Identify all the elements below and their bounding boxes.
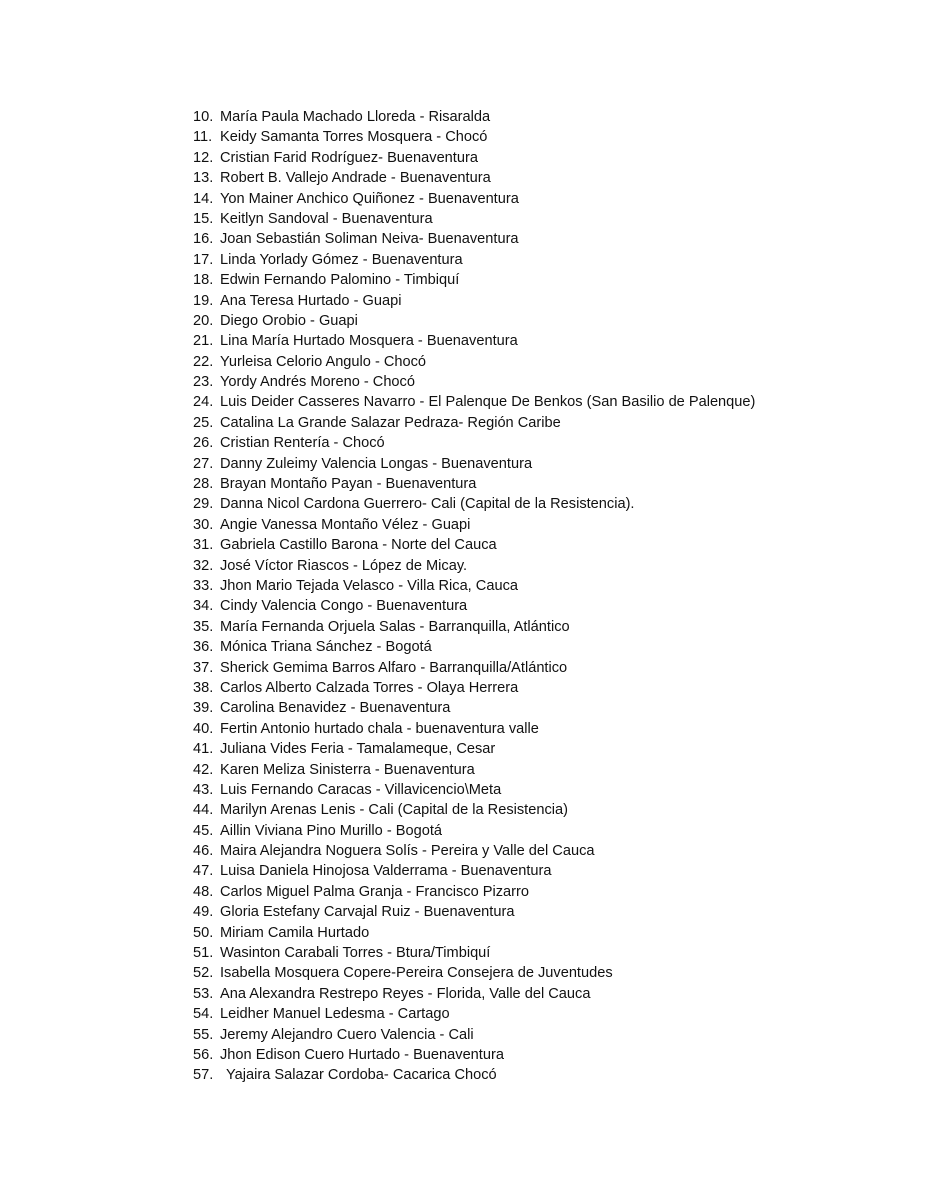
- list-item-number: 15.: [193, 210, 214, 227]
- list-item-number: 16.: [193, 231, 214, 248]
- list-item-text: Keitlyn Sandoval - Buenaventura: [220, 210, 433, 227]
- list-item-number: 22.: [193, 353, 214, 370]
- list-item-text: Yurleisa Celorio Angulo - Chocó: [220, 353, 427, 370]
- list-item: [193, 658, 755, 678]
- list-item: [193, 291, 755, 311]
- list-item-text: Juliana Vides Feria - Tamalameque, Cesar: [220, 741, 496, 758]
- list-item: [193, 943, 755, 963]
- list-item-number: 19.: [193, 292, 214, 309]
- list-item-number: 48.: [193, 883, 214, 900]
- list-item-number: 24.: [193, 394, 214, 411]
- list-item: [193, 474, 755, 494]
- list-item-number: 10.: [193, 109, 214, 125]
- list-item-text: Luisa Daniela Hinojosa Valderrama - Buenaventura: [220, 863, 552, 880]
- list-item-number: 18.: [193, 272, 214, 289]
- list-item-number: 51.: [193, 945, 214, 962]
- list-item-number: 36.: [193, 639, 214, 656]
- list-item-text: Luis Fernando Caracas - Villavicencio\Meta: [220, 781, 502, 798]
- list-item: [193, 617, 755, 637]
- list-item: [193, 311, 755, 331]
- list-item: [193, 331, 755, 351]
- list-item-text: Joan Sebastián Soliman Neiva- Buenaventura: [220, 231, 519, 248]
- list-item-text: Wasinton Carabali Torres - Btura/Timbiquí: [220, 945, 491, 962]
- list-item-text: Isabella Mosquera Copere-Pereira Consejera de Juventudes: [220, 965, 613, 982]
- list-item-text: Mónica Triana Sánchez - Bogotá: [220, 639, 432, 656]
- list-item-text: Maira Alejandra Noguera Solís - Pereira y Valle del Cauca: [220, 843, 595, 860]
- list-item: [193, 923, 755, 943]
- list-item: [193, 780, 755, 800]
- list-item-text: Miriam Camila Hurtado: [220, 924, 370, 941]
- list-item-number: 45.: [193, 822, 214, 839]
- list-item-number: 56.: [193, 1046, 214, 1063]
- list-item-text: Carlos Alberto Calzada Torres - Olaya Herrera: [220, 679, 519, 696]
- list-item-number: 26.: [193, 435, 214, 452]
- list-item: [193, 739, 755, 759]
- list-item-number: 14.: [193, 190, 214, 207]
- list-item: [193, 841, 755, 861]
- list-item-text: Aillin Viviana Pino Murillo - Bogotá: [220, 822, 442, 839]
- list-item: [193, 209, 755, 229]
- list-item-number: 29.: [193, 496, 214, 513]
- list-item-number: 54.: [193, 1006, 214, 1023]
- list-item-number: 25.: [193, 414, 214, 431]
- list-item-number: 20.: [193, 312, 214, 329]
- list-item-text: Luis Deider Casseres Navarro - El Palenque De Benkos (San Basilio de Palenque): [220, 394, 756, 411]
- list-item: [193, 637, 755, 657]
- list-item-text: Jeremy Alejandro Cuero Valencia - Cali: [220, 1026, 474, 1043]
- numbered-list: [193, 107, 755, 1086]
- list-item: [193, 250, 755, 270]
- list-item: [193, 127, 755, 147]
- list-item: [193, 760, 755, 780]
- list-item-text: Gloria Estefany Carvajal Ruiz - Buenaventura: [220, 904, 515, 921]
- list-item: [193, 596, 755, 616]
- list-item-number: 33.: [193, 577, 214, 594]
- list-item: [193, 556, 755, 576]
- list-item-number: 39.: [193, 700, 214, 717]
- list-item: [193, 454, 755, 474]
- list-item: [193, 372, 755, 392]
- list-item: [193, 902, 755, 922]
- list-item: [193, 494, 755, 514]
- list-item-text: Karen Meliza Sinisterra - Buenaventura: [220, 761, 475, 778]
- list-item: [193, 189, 755, 209]
- list-item: [193, 678, 755, 698]
- list-item-number: 32.: [193, 557, 214, 574]
- list-item: [193, 1045, 755, 1065]
- list-item-number: 35.: [193, 618, 214, 635]
- list-item-number: 46.: [193, 843, 214, 860]
- list-item: [193, 800, 755, 820]
- list-item-number: 17.: [193, 251, 214, 268]
- list-item: [193, 229, 755, 249]
- list-item-text: Cristian Farid Rodríguez- Buenaventura: [220, 149, 478, 166]
- list-item: [193, 1004, 755, 1024]
- list-item-number: 13.: [193, 170, 214, 187]
- list-item: [193, 984, 755, 1004]
- list-item-text: Marilyn Arenas Lenis - Cali (Capital de la Resistencia): [220, 802, 568, 819]
- list-item-text: Cristian Rentería - Chocó: [220, 435, 385, 452]
- list-item-number: 34.: [193, 598, 214, 615]
- list-item-text: Diego Orobio - Guapi: [220, 312, 358, 329]
- list-item-number: 40.: [193, 720, 214, 737]
- list-item-text: María Fernanda Orjuela Salas - Barranquilla, Atlántico: [220, 618, 570, 635]
- list-item: [193, 1025, 755, 1045]
- list-item-text: Carolina Benavidez - Buenaventura: [220, 700, 451, 717]
- list-item: [193, 576, 755, 596]
- list-item-text: Angie Vanessa Montaño Vélez - Guapi: [220, 516, 471, 533]
- list-item: [193, 413, 755, 433]
- list-item-text: Fertin Antonio hurtado chala - buenaventura valle: [220, 720, 539, 737]
- list-item-text: José Víctor Riascos - López de Micay.: [220, 557, 468, 574]
- list-item: [193, 433, 755, 453]
- list-item: [193, 148, 755, 168]
- list-item: [193, 1065, 755, 1085]
- list-item-text: María Paula Machado Lloreda - Risaralda: [220, 109, 491, 125]
- list-item-text: Sherick Gemima Barros Alfaro - Barranquilla/Atlántico: [220, 659, 568, 676]
- list-item-number: 52.: [193, 965, 214, 982]
- list-item: [193, 352, 755, 372]
- list-item-number: 28.: [193, 476, 214, 493]
- list-item: [193, 882, 755, 902]
- list-item: [193, 168, 755, 188]
- list-item-number: 12.: [193, 149, 214, 166]
- list-item-text: Catalina La Grande Salazar Pedraza- Región Caribe: [220, 414, 561, 431]
- list-item: [193, 698, 755, 718]
- list-item-number: 44.: [193, 802, 214, 819]
- list-item-text: Ana Alexandra Restrepo Reyes - Florida, Valle del Cauca: [220, 985, 591, 1002]
- list-item-text: Robert B. Vallejo Andrade - Buenaventura: [220, 170, 491, 187]
- list-item-number: 11.: [193, 129, 213, 146]
- list-item-text: Danna Nicol Cardona Guerrero- Cali (Capital de la Resistencia).: [220, 496, 635, 513]
- list-item: [193, 535, 755, 555]
- list-item-number: 41.: [193, 741, 214, 758]
- list-item-text: Carlos Miguel Palma Granja - Francisco Pizarro: [220, 883, 529, 900]
- list-item-text: Ana Teresa Hurtado - Guapi: [220, 292, 402, 309]
- list-item-number: 30.: [193, 516, 214, 533]
- list-item-number: 31.: [193, 537, 214, 554]
- list-item: [193, 821, 755, 841]
- list-item-text: Danny Zuleimy Valencia Longas - Buenaventura: [220, 455, 533, 472]
- list-item-number: 47.: [193, 863, 214, 880]
- list-item-text: Yordy Andrés Moreno - Chocó: [220, 374, 415, 391]
- list-item-text: Gabriela Castillo Barona - Norte del Cauca: [220, 537, 497, 554]
- list-item-text: Lina María Hurtado Mosquera - Buenaventura: [220, 333, 518, 350]
- list-item-text: Brayan Montaño Payan - Buenaventura: [220, 476, 477, 493]
- list-item: [193, 861, 755, 881]
- list-item-text: Yon Mainer Anchico Quiñonez - Buenaventura: [220, 190, 519, 207]
- list-item-number: 27.: [193, 455, 214, 472]
- list-item-number: 21.: [193, 333, 214, 350]
- list-item: [193, 107, 755, 127]
- list-item-number: 42.: [193, 761, 214, 778]
- list-item-number: 53.: [193, 985, 214, 1002]
- list-item: [193, 719, 755, 739]
- list-item-number: 37.: [193, 659, 214, 676]
- list-item-number: 55.: [193, 1026, 214, 1043]
- list-item-text: Leidher Manuel Ledesma - Cartago: [220, 1006, 450, 1023]
- list-item-text: Keidy Samanta Torres Mosquera - Chocó: [220, 129, 488, 146]
- list-item: [193, 963, 755, 983]
- list-item: [193, 392, 755, 412]
- list-item-text: Edwin Fernando Palomino - Timbiquí: [220, 272, 460, 289]
- list-item-number: 43.: [193, 781, 214, 798]
- list-item-number: 49.: [193, 904, 214, 921]
- list-item: [193, 270, 755, 290]
- list-item-text: Linda Yorlady Gómez - Buenaventura: [220, 251, 463, 268]
- list-item-text: Jhon Mario Tejada Velasco - Villa Rica, Cauca: [220, 577, 518, 594]
- list-item-number: 23.: [193, 374, 214, 391]
- list-item: [193, 515, 755, 535]
- list-item-number: 38.: [193, 679, 214, 696]
- list-item-number: 50.: [193, 924, 214, 941]
- list-item-text: Cindy Valencia Congo - Buenaventura: [220, 598, 468, 615]
- list-item-text: Jhon Edison Cuero Hurtado - Buenaventura: [220, 1046, 504, 1063]
- list-item-text: Yajaira Salazar Cordoba- Cacarica Chocó: [226, 1067, 497, 1084]
- list-item-number: 57.: [193, 1067, 214, 1084]
